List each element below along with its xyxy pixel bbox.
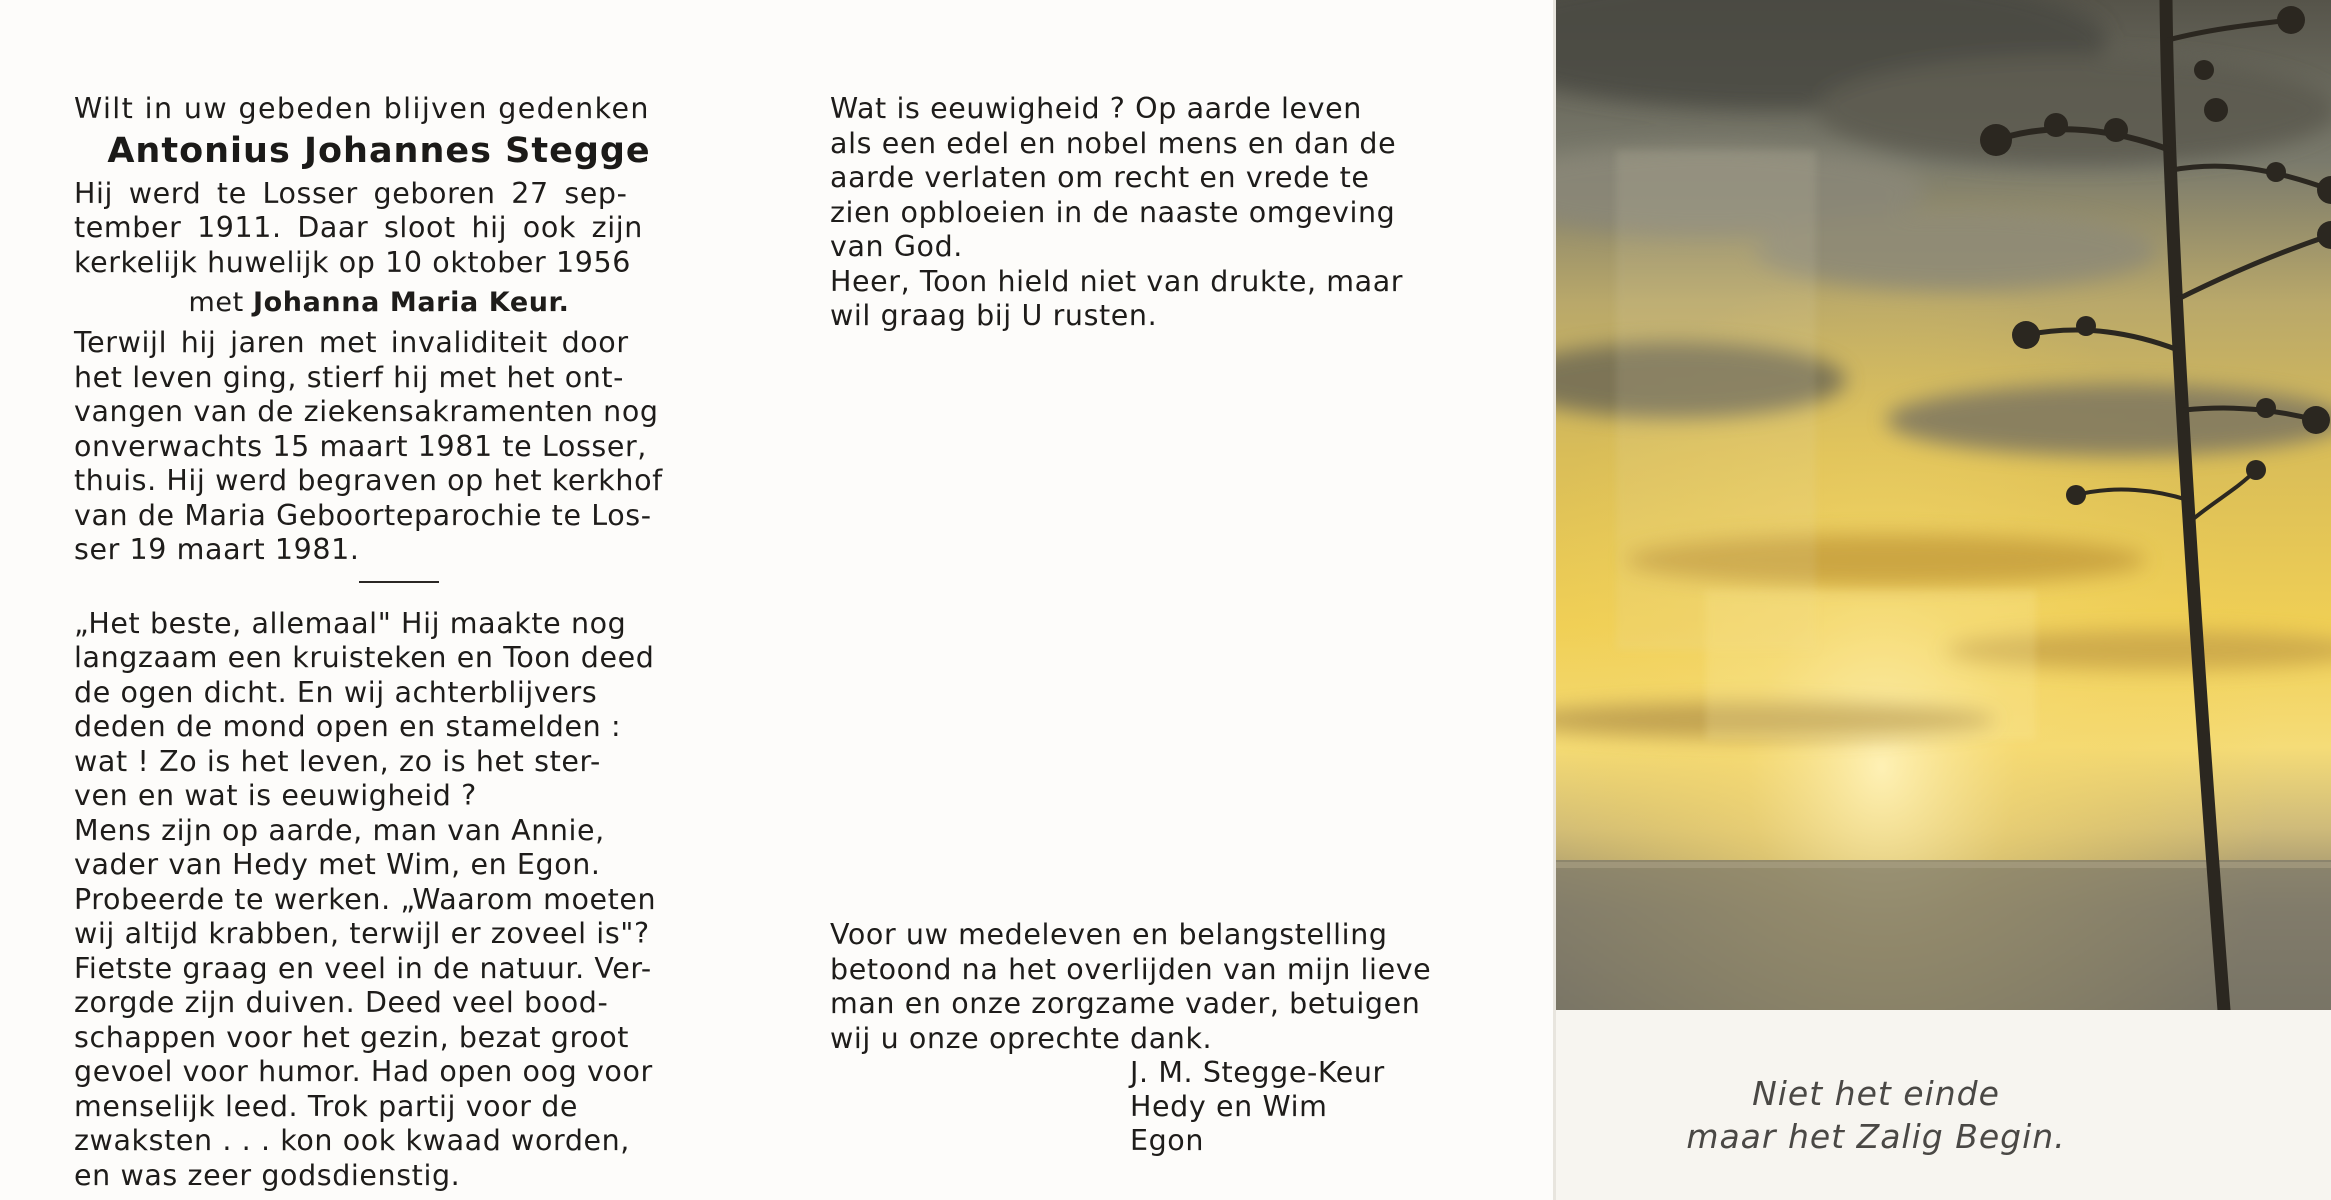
text-line: zien opbloeien in de naaste omgeving [830, 195, 1396, 229]
text-line: Voor uw medeleven en belangstelling [830, 918, 1388, 951]
text-line: wij altijd krabben, terwijl er zoveel is"? [74, 917, 650, 950]
spouse-line [74, 280, 684, 326]
text-line: tember 1911. Daar sloot hij ook zijn [74, 211, 643, 244]
spouse-prefix: met [188, 287, 244, 318]
signature-line: J. M. Stegge-Keur [1130, 1056, 1385, 1089]
text-line: thuis. Hij werd begraven op het kerkhof [74, 464, 663, 497]
memory-paragraph [74, 607, 684, 1194]
text-line: wij u onze oprechte dank. [830, 1021, 1213, 1055]
text-line: onverwachts 15 maart 1981 te Losser, [74, 429, 647, 463]
text-line: menselijk leed. Trok partij voor de [74, 1089, 579, 1123]
caption-line: Niet het einde [1752, 1074, 2000, 1113]
photo-caption [1556, 1072, 2196, 1158]
text-line: langzaam een kruisteken en Toon deed [74, 641, 655, 674]
sunset-photo [1556, 0, 2331, 1010]
text-line: van de Maria Geboorteparochie te Los- [74, 498, 652, 532]
text-line: zwaksten . . . kon ook kwaad worden, [74, 1124, 630, 1157]
thanks-paragraph [830, 918, 1440, 1056]
text-line: zorgde zijn duiven. Deed veel bood- [74, 986, 609, 1019]
text-line: Terwijl hij jaren met invaliditeit door [74, 326, 629, 359]
text-line: van God. [830, 230, 963, 263]
signature-line: Hedy en Wim [1130, 1090, 1328, 1123]
text-line: wat ! Zo is het leven, zo is het ster- [74, 744, 601, 778]
thanks-block [830, 918, 1440, 1158]
text-line: betoond na het overlijden van mijn lieve [830, 952, 1432, 986]
text-line: Heer, Toon hield niet van drukte, maar [830, 264, 1404, 298]
caption-line: maar het Zalig Begin. [1686, 1117, 2066, 1156]
intro-text: Wilt in uw gebeden blijven gedenken [74, 92, 650, 125]
text-line: man en onze zorgzame vader, betuigen [830, 987, 1421, 1020]
signatures [830, 1056, 1440, 1158]
text-line: Wat is eeuwigheid ? Op aarde leven [830, 92, 1362, 125]
text-line: ser 19 maart 1981. [74, 533, 360, 566]
text-line: de ogen dicht. En wij achterblijvers [74, 675, 598, 709]
signature-line: Egon [1130, 1124, 1204, 1157]
text-line: vader van Hedy met Wim, en Egon. [74, 848, 601, 881]
text-line: „Het beste, allemaal" Hij maakte nog [74, 606, 627, 640]
divider-rule [359, 581, 439, 583]
text-line: en was zeer godsdienstig. [74, 1158, 461, 1192]
text-line: het leven ging, stierf hij met het ont- [74, 360, 625, 394]
text-line: Fietste graag en veel in de natuur. Ver- [74, 951, 652, 985]
text-line: deden de mond open en stamelden : [74, 710, 622, 743]
text-line: Mens zijn op aarde, man van Annie, [74, 813, 605, 847]
death-paragraph [74, 326, 684, 568]
middle-column [830, 92, 1440, 334]
text-line: kerkelijk huwelijk op 10 oktober 1956 [74, 245, 631, 279]
text-line: als een edel en nobel mens en dan de [830, 126, 1397, 160]
eternity-paragraph [830, 92, 1440, 334]
spouse-name: Johanna Maria Keur. [253, 287, 570, 318]
text-line: vangen van de ziekensakramenten nog [74, 395, 659, 428]
text-line: Hij werd te Losser geboren 27 sep- [74, 176, 628, 210]
birth-paragraph [74, 177, 684, 281]
text-line: ven en wat is eeuwigheid ? [74, 779, 477, 812]
text-line: Probeerde te werken. „Waarom moeten [74, 882, 657, 916]
text-line: wil graag bij U rusten. [830, 299, 1158, 332]
text-line: schappen voor het gezin, bezat groot [74, 1020, 630, 1054]
text-line: aarde verlaten om recht en vrede te [830, 161, 1370, 194]
deceased-name: Antonius Johannes Stegge [107, 130, 651, 171]
text-line: gevoel voor humor. Had open oog voor [74, 1055, 653, 1088]
left-column [74, 92, 684, 1193]
